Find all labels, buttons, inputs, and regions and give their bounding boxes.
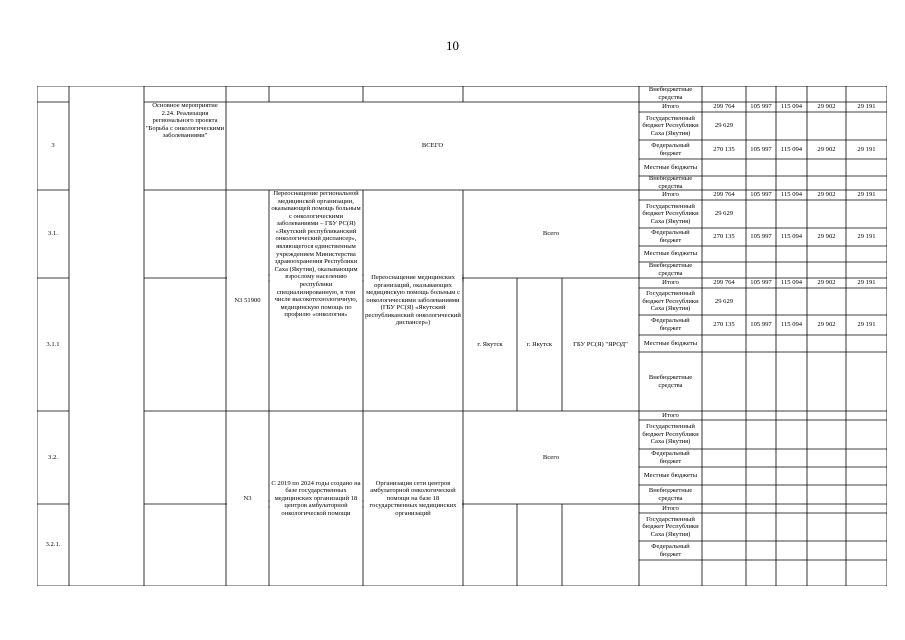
amount-cell [776, 176, 807, 190]
amount-cell [807, 246, 846, 262]
expected-result: Переоснащение медицинских организаций, оказывающих медицинскую помощь больным с онкологическими заболеваниями (ГБУ РС(Я) «Якутский республиканский онкологический диспансер») [365, 273, 461, 327]
source-label: Итого [662, 279, 679, 287]
source-label: Федеральный бюджет [651, 450, 690, 465]
source-label: Федеральный бюджет [651, 229, 690, 244]
amount-cell [776, 335, 807, 352]
source-label: Местные бюджеты [643, 250, 698, 258]
amount-cell [776, 246, 807, 262]
amount-cell [807, 262, 846, 278]
amount-cell [702, 176, 746, 190]
page-number: 10 [446, 38, 459, 53]
source-label: Местные бюджеты [643, 472, 698, 480]
amount-cell [846, 262, 887, 278]
source-label: Итого [662, 103, 679, 111]
amount-cell: 270 135 [713, 145, 735, 153]
amount-cell: 29 629 [714, 210, 734, 218]
amount-cell: 29 629 [714, 122, 734, 130]
amount-cell: 105 997 [750, 191, 772, 199]
source-label: Государственный бюджет Республики Саха (Якутия) [642, 515, 699, 538]
source-label: Итого [662, 504, 679, 512]
amount-cell [807, 176, 846, 190]
event-description: Переоснащение региональной медицинской организации, оказывающей помощь больным с онкологическими заболеваниями – ГБУ РС(Я) «Якутский республиканский онкологический диспансер», являющегося единственным учреждением Министерства здравоохранения Республики Саха (Якутия), оказывающим взрослому населению республики специализированную, в том числе высокотехнологичную, медицинскую помощь по профилю «онкология» [271, 190, 361, 319]
amount-cell [807, 159, 846, 176]
total-label: Всего [542, 230, 560, 238]
amount-cell [776, 200, 807, 228]
source-label: Итого [662, 411, 679, 419]
amount-cell: 115 094 [780, 321, 803, 329]
source-label: Федеральный бюджет [651, 141, 690, 157]
row-code: 3.1. [48, 230, 58, 238]
amount-cell: 115 094 [780, 191, 803, 199]
amount-cell [846, 112, 887, 140]
organization-cell: ГБУ РС(Я) "ЯРОД" [573, 340, 628, 348]
row-code: 3.1.1 [46, 340, 60, 348]
kbk-code: N3 51900 [234, 296, 261, 304]
amount-cell [776, 352, 807, 411]
amount-cell: 29 902 [817, 233, 836, 241]
amount-cell: 29 191 [857, 145, 876, 153]
amount-cell [846, 335, 887, 352]
amount-cell [846, 159, 887, 176]
event-name: Основное мероприятие 2.24. Реализация регионального проекта "Борьба с онкологическими заболеваниями" [145, 102, 225, 140]
amount-cell [746, 200, 776, 228]
amount-cell [776, 112, 807, 140]
source-label: Внебюджетные средства [648, 86, 693, 101]
amount-cell: 115 094 [780, 145, 803, 153]
amount-cell: 115 094 [780, 103, 803, 111]
amount-cell: 29 191 [857, 279, 876, 287]
expected-result: Организация сети центров амбулаторной онкологической помощи на базе 18 государственных медицинских организаций [369, 479, 457, 517]
amount-cell [807, 352, 846, 411]
amount-cell: 29 191 [857, 191, 876, 199]
amount-cell: 29 902 [817, 145, 836, 153]
amount-cell [807, 288, 846, 315]
row-code: 3.2.1. [45, 541, 61, 549]
amount-cell [702, 335, 746, 352]
amount-cell [846, 288, 887, 315]
amount-cell: 270 135 [713, 321, 735, 329]
source-label: Внебюджетные средства [648, 373, 693, 389]
amount-cell: 105 997 [750, 233, 772, 241]
amount-cell [776, 262, 807, 278]
amount-cell: 299 764 [713, 191, 735, 199]
kbk-code: N3 [243, 494, 252, 502]
amount-cell [776, 159, 807, 176]
total-label: ВСЕГО [421, 142, 444, 150]
amount-cell: 29 902 [817, 191, 836, 199]
amount-cell [846, 176, 887, 190]
amount-cell: 29 902 [817, 321, 836, 329]
amount-cell: 105 997 [750, 321, 772, 329]
amount-cell [702, 262, 746, 278]
amount-cell [746, 246, 776, 262]
event-description: С 2019 по 2024 годы создано на базе государственных медицинских организаций 18 центров амбулаторной онкологической помощи [271, 479, 361, 517]
amount-cell: 29 902 [817, 279, 836, 287]
source-label: Внебюджетные средства [648, 176, 693, 190]
amount-cell [807, 200, 846, 228]
amount-cell [746, 112, 776, 140]
source-label: Государственный бюджет Республики Саха (Якутия) [642, 423, 699, 446]
amount-cell: 270 135 [713, 233, 735, 241]
total-label: Всего [542, 453, 560, 461]
amount-cell [746, 335, 776, 352]
place-cell: г. Якутск [526, 340, 553, 348]
amount-cell [807, 335, 846, 352]
budget-table [37, 86, 887, 586]
amount-cell [702, 159, 746, 176]
row-code: 3.2. [48, 453, 58, 461]
amount-cell: 29 191 [857, 233, 876, 241]
amount-cell: 29 191 [857, 103, 876, 111]
row-code: 3 [51, 142, 55, 150]
amount-cell [776, 288, 807, 315]
amount-cell [746, 176, 776, 190]
source-label: Внебюджетные средства [648, 262, 693, 277]
amount-cell: 115 094 [780, 279, 803, 287]
amount-cell: 299 764 [713, 279, 735, 287]
amount-cell: 299 764 [713, 103, 735, 111]
amount-cell [846, 200, 887, 228]
amount-cell [702, 352, 746, 411]
amount-cell [807, 112, 846, 140]
source-label: Государственный бюджет Республики Саха (Якутия) [642, 202, 699, 225]
amount-cell [746, 159, 776, 176]
source-label: Итого [662, 191, 679, 199]
place-cell: г. Якутск [477, 340, 503, 348]
source-label: Государственный бюджет Республики Саха (Якутия) [642, 114, 699, 137]
amount-cell [846, 352, 887, 411]
source-label: Внебюджетные средства [648, 486, 693, 502]
source-label: Федеральный бюджет [651, 542, 690, 558]
amount-cell: 115 094 [780, 233, 803, 241]
amount-cell: 105 997 [750, 103, 772, 111]
amount-cell: 29 629 [714, 297, 734, 305]
source-label: Федеральный бюджет [651, 317, 690, 332]
amount-cell [746, 288, 776, 315]
amount-cell: 105 997 [750, 145, 772, 153]
amount-cell [746, 352, 776, 411]
amount-cell [846, 246, 887, 262]
amount-cell: 29 902 [817, 103, 836, 111]
source-label: Местные бюджеты [643, 339, 698, 347]
amount-cell [746, 262, 776, 278]
amount-cell: 105 997 [750, 279, 772, 287]
source-label: Государственный бюджет Республики Саха (Якутия) [642, 290, 699, 313]
source-label: Местные бюджеты [643, 163, 698, 171]
amount-cell [702, 246, 746, 262]
amount-cell: 29 191 [857, 321, 876, 329]
